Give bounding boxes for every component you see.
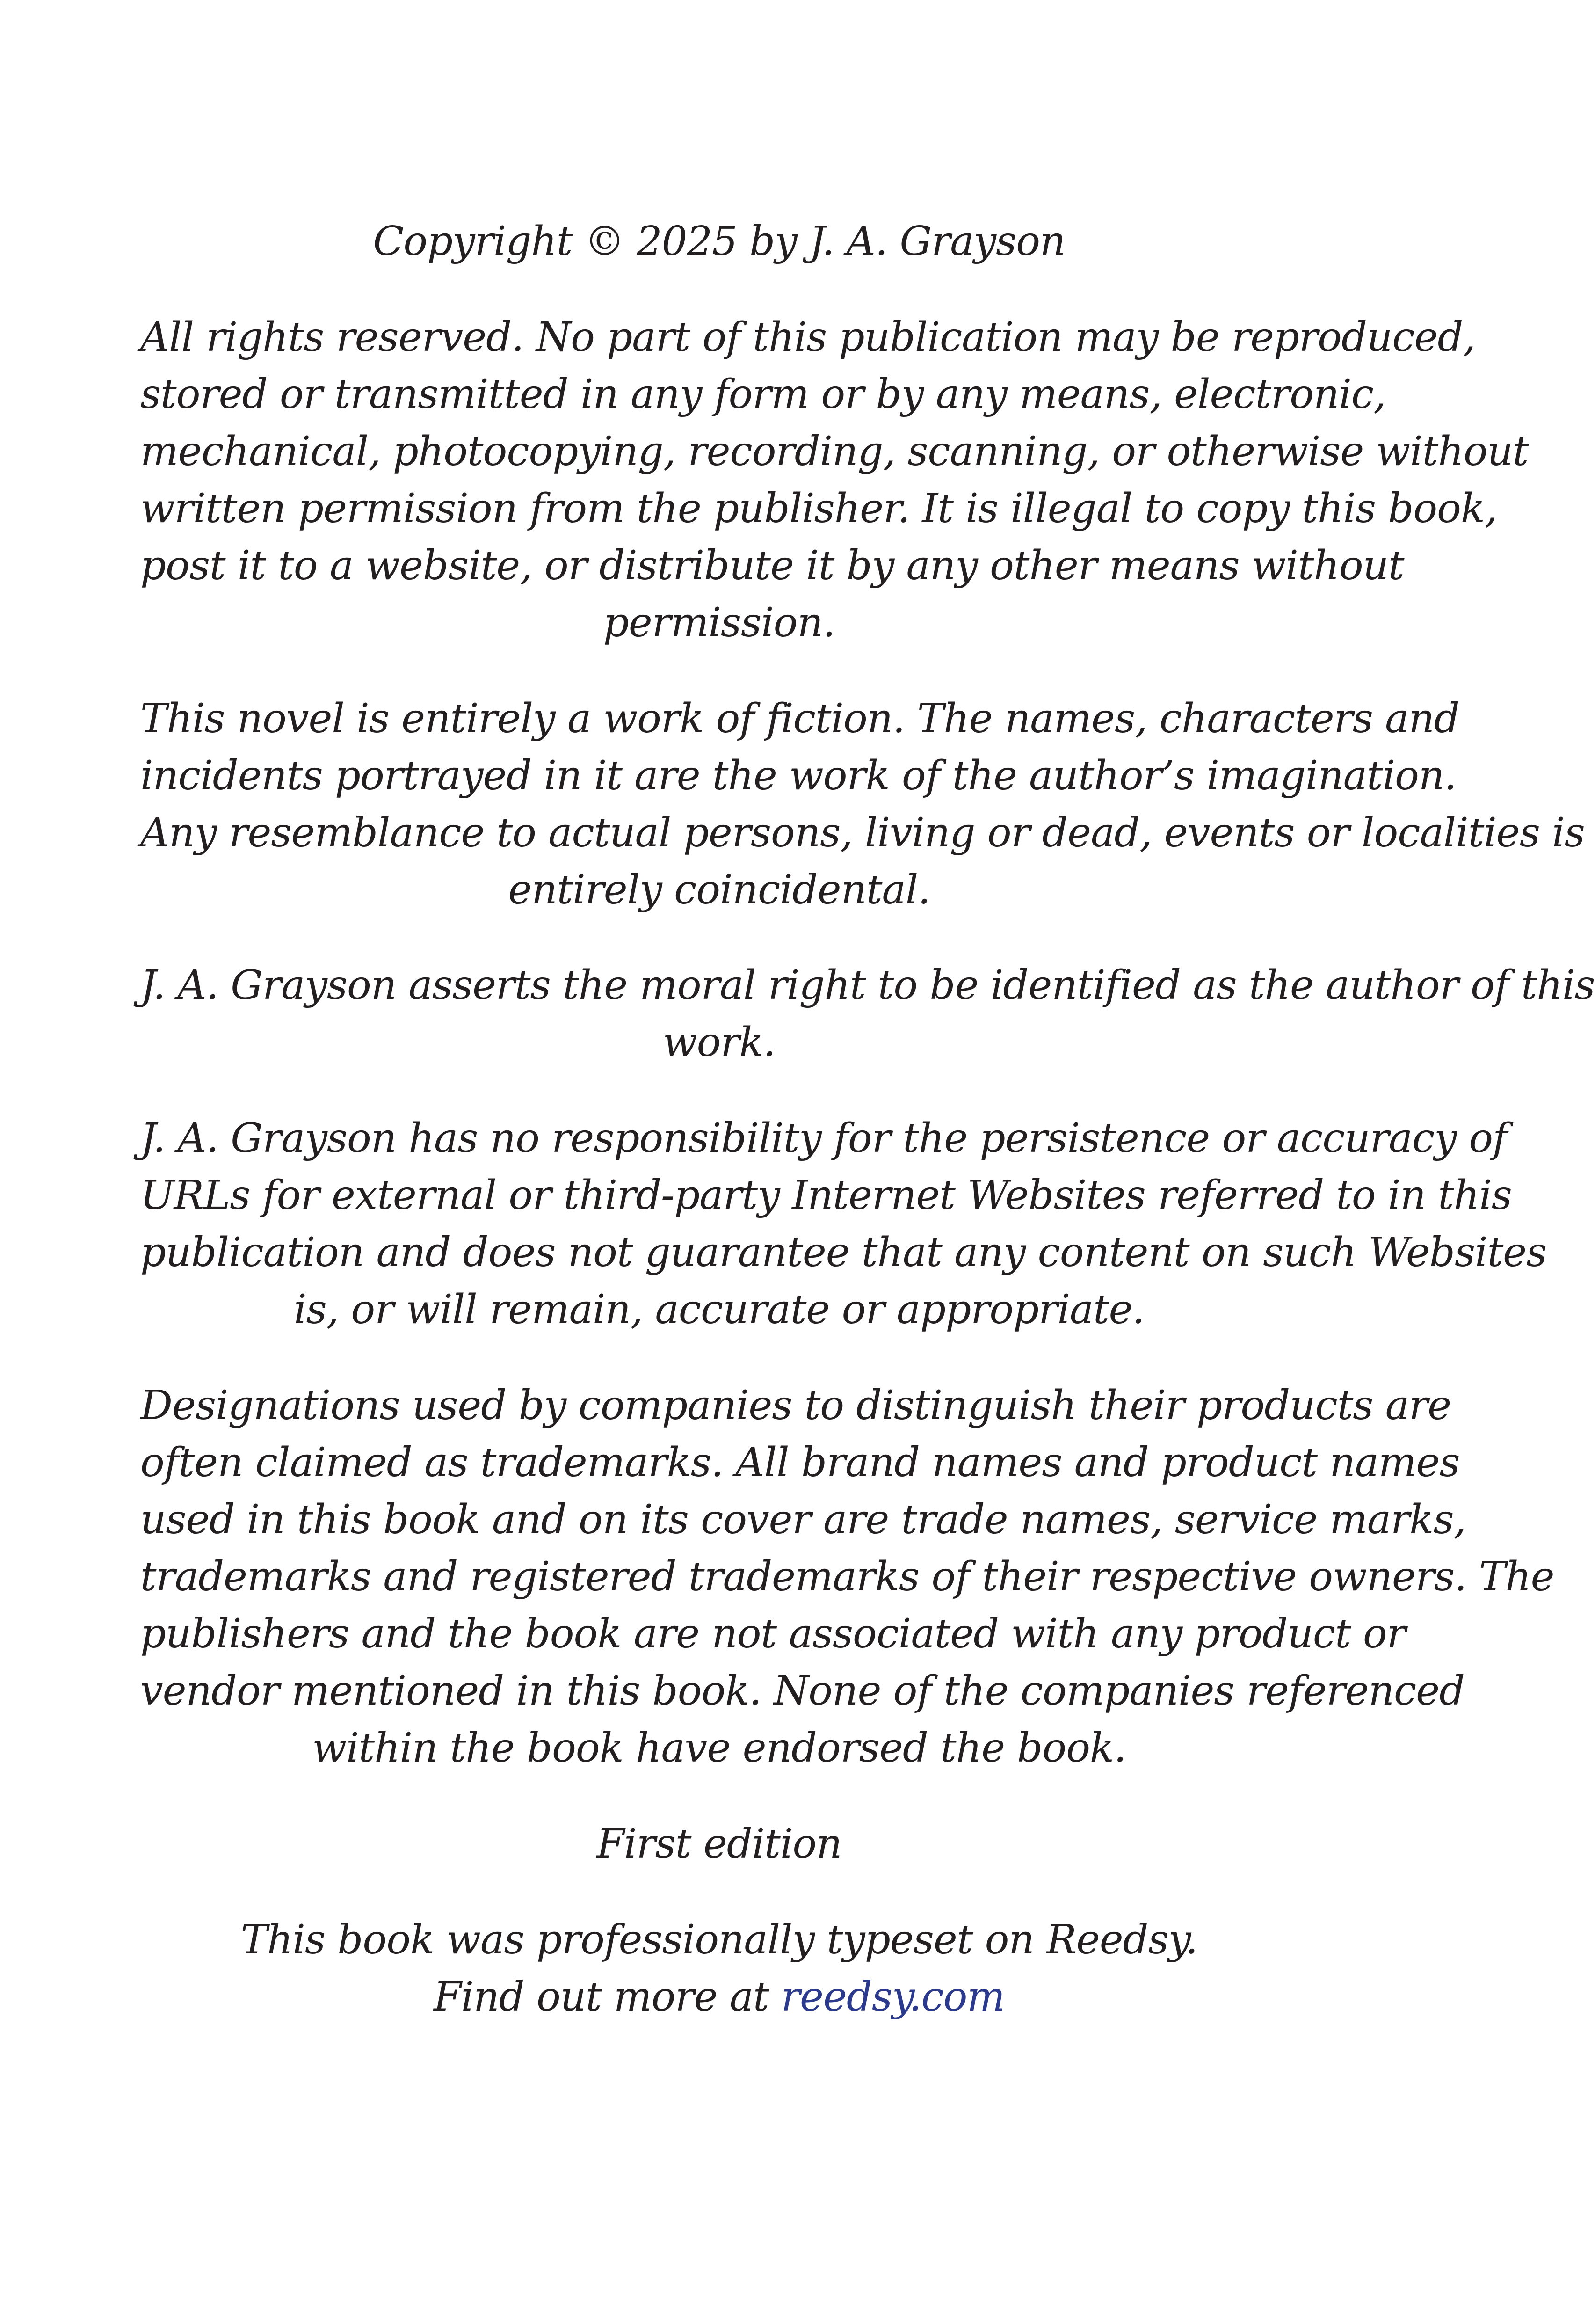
fiction-line: Any resemblance to actual persons, living or dead, events or localities is	[140, 809, 1585, 856]
trademarks-line: often claimed as trademarks. All brand names and product names	[140, 1439, 1460, 1486]
rights-line: post it to a website, or distribute it by any other means without	[140, 542, 1404, 589]
edition-text: First edition	[596, 1821, 842, 1867]
url-disclaimer-paragraph	[140, 1110, 1547, 1338]
moral-right-line: J. A. Grayson asserts the moral right to be identified as the author of this	[140, 962, 1595, 1009]
trademarks-line: vendor mentioned in this book. None of the companies referenced	[140, 1668, 1465, 1714]
typeset-line: This book was professionally typeset on Reedsy.	[240, 1916, 1198, 1963]
rights-line: permission.	[603, 599, 835, 646]
copyright-notice	[140, 213, 1298, 270]
trademarks-line: within the book have endorsed the book.	[312, 1725, 1126, 1771]
url-disclaimer-line: URLs for external or third-party Internet Websites referred to in this	[140, 1172, 1512, 1219]
fiction-line: incidents portrayed in it are the work of the author’s imagination.	[140, 752, 1457, 799]
fiction-line: This novel is entirely a work of fiction. The names, characters and	[140, 695, 1459, 742]
rights-reserved-paragraph	[140, 309, 1529, 651]
rights-line: All rights reserved. No part of this publication may be reproduced,	[140, 314, 1475, 361]
fiction-line: entirely coincidental.	[508, 867, 930, 913]
trademarks-line: publishers and the book are not associated with any product or	[140, 1610, 1406, 1657]
trademarks-line: used in this book and on its cover are trade names, service marks,	[140, 1496, 1466, 1543]
edition-notice	[140, 1815, 1298, 1872]
find-out-more-line	[140, 1968, 1298, 2025]
moral-right-line: work.	[663, 1019, 776, 1066]
rights-line: stored or transmitted in any form or by any means, electronic,	[140, 371, 1386, 418]
copyright-text: Copyright © 2025 by J. A. Grayson	[373, 218, 1066, 265]
fiction-disclaimer-paragraph	[140, 690, 1585, 918]
url-disclaimer-line: J. A. Grayson has no responsibility for the persistence or accuracy of	[140, 1115, 1507, 1162]
trademarks-line: trademarks and registered trademarks of their respective owners. The	[140, 1553, 1554, 1600]
rights-line: written permission from the publisher. It is illegal to copy this book,	[140, 485, 1497, 532]
reedsy-link[interactable]: reedsy.com	[781, 1974, 1005, 2020]
url-disclaimer-line: publication and does not guarantee that any content on such Websites	[140, 1229, 1547, 1276]
find-out-more-prefix: Find out more at	[434, 1974, 781, 2020]
typeset-credit	[140, 1911, 1298, 2025]
url-disclaimer-line: is, or will remain, accurate or appropriate.	[294, 1286, 1145, 1333]
rights-line: mechanical, photocopying, recording, scanning, or otherwise without	[140, 428, 1529, 475]
trademarks-line: Designations used by companies to distinguish their products are	[140, 1382, 1451, 1429]
moral-right-paragraph	[140, 957, 1595, 1071]
trademarks-paragraph	[140, 1377, 1554, 1777]
